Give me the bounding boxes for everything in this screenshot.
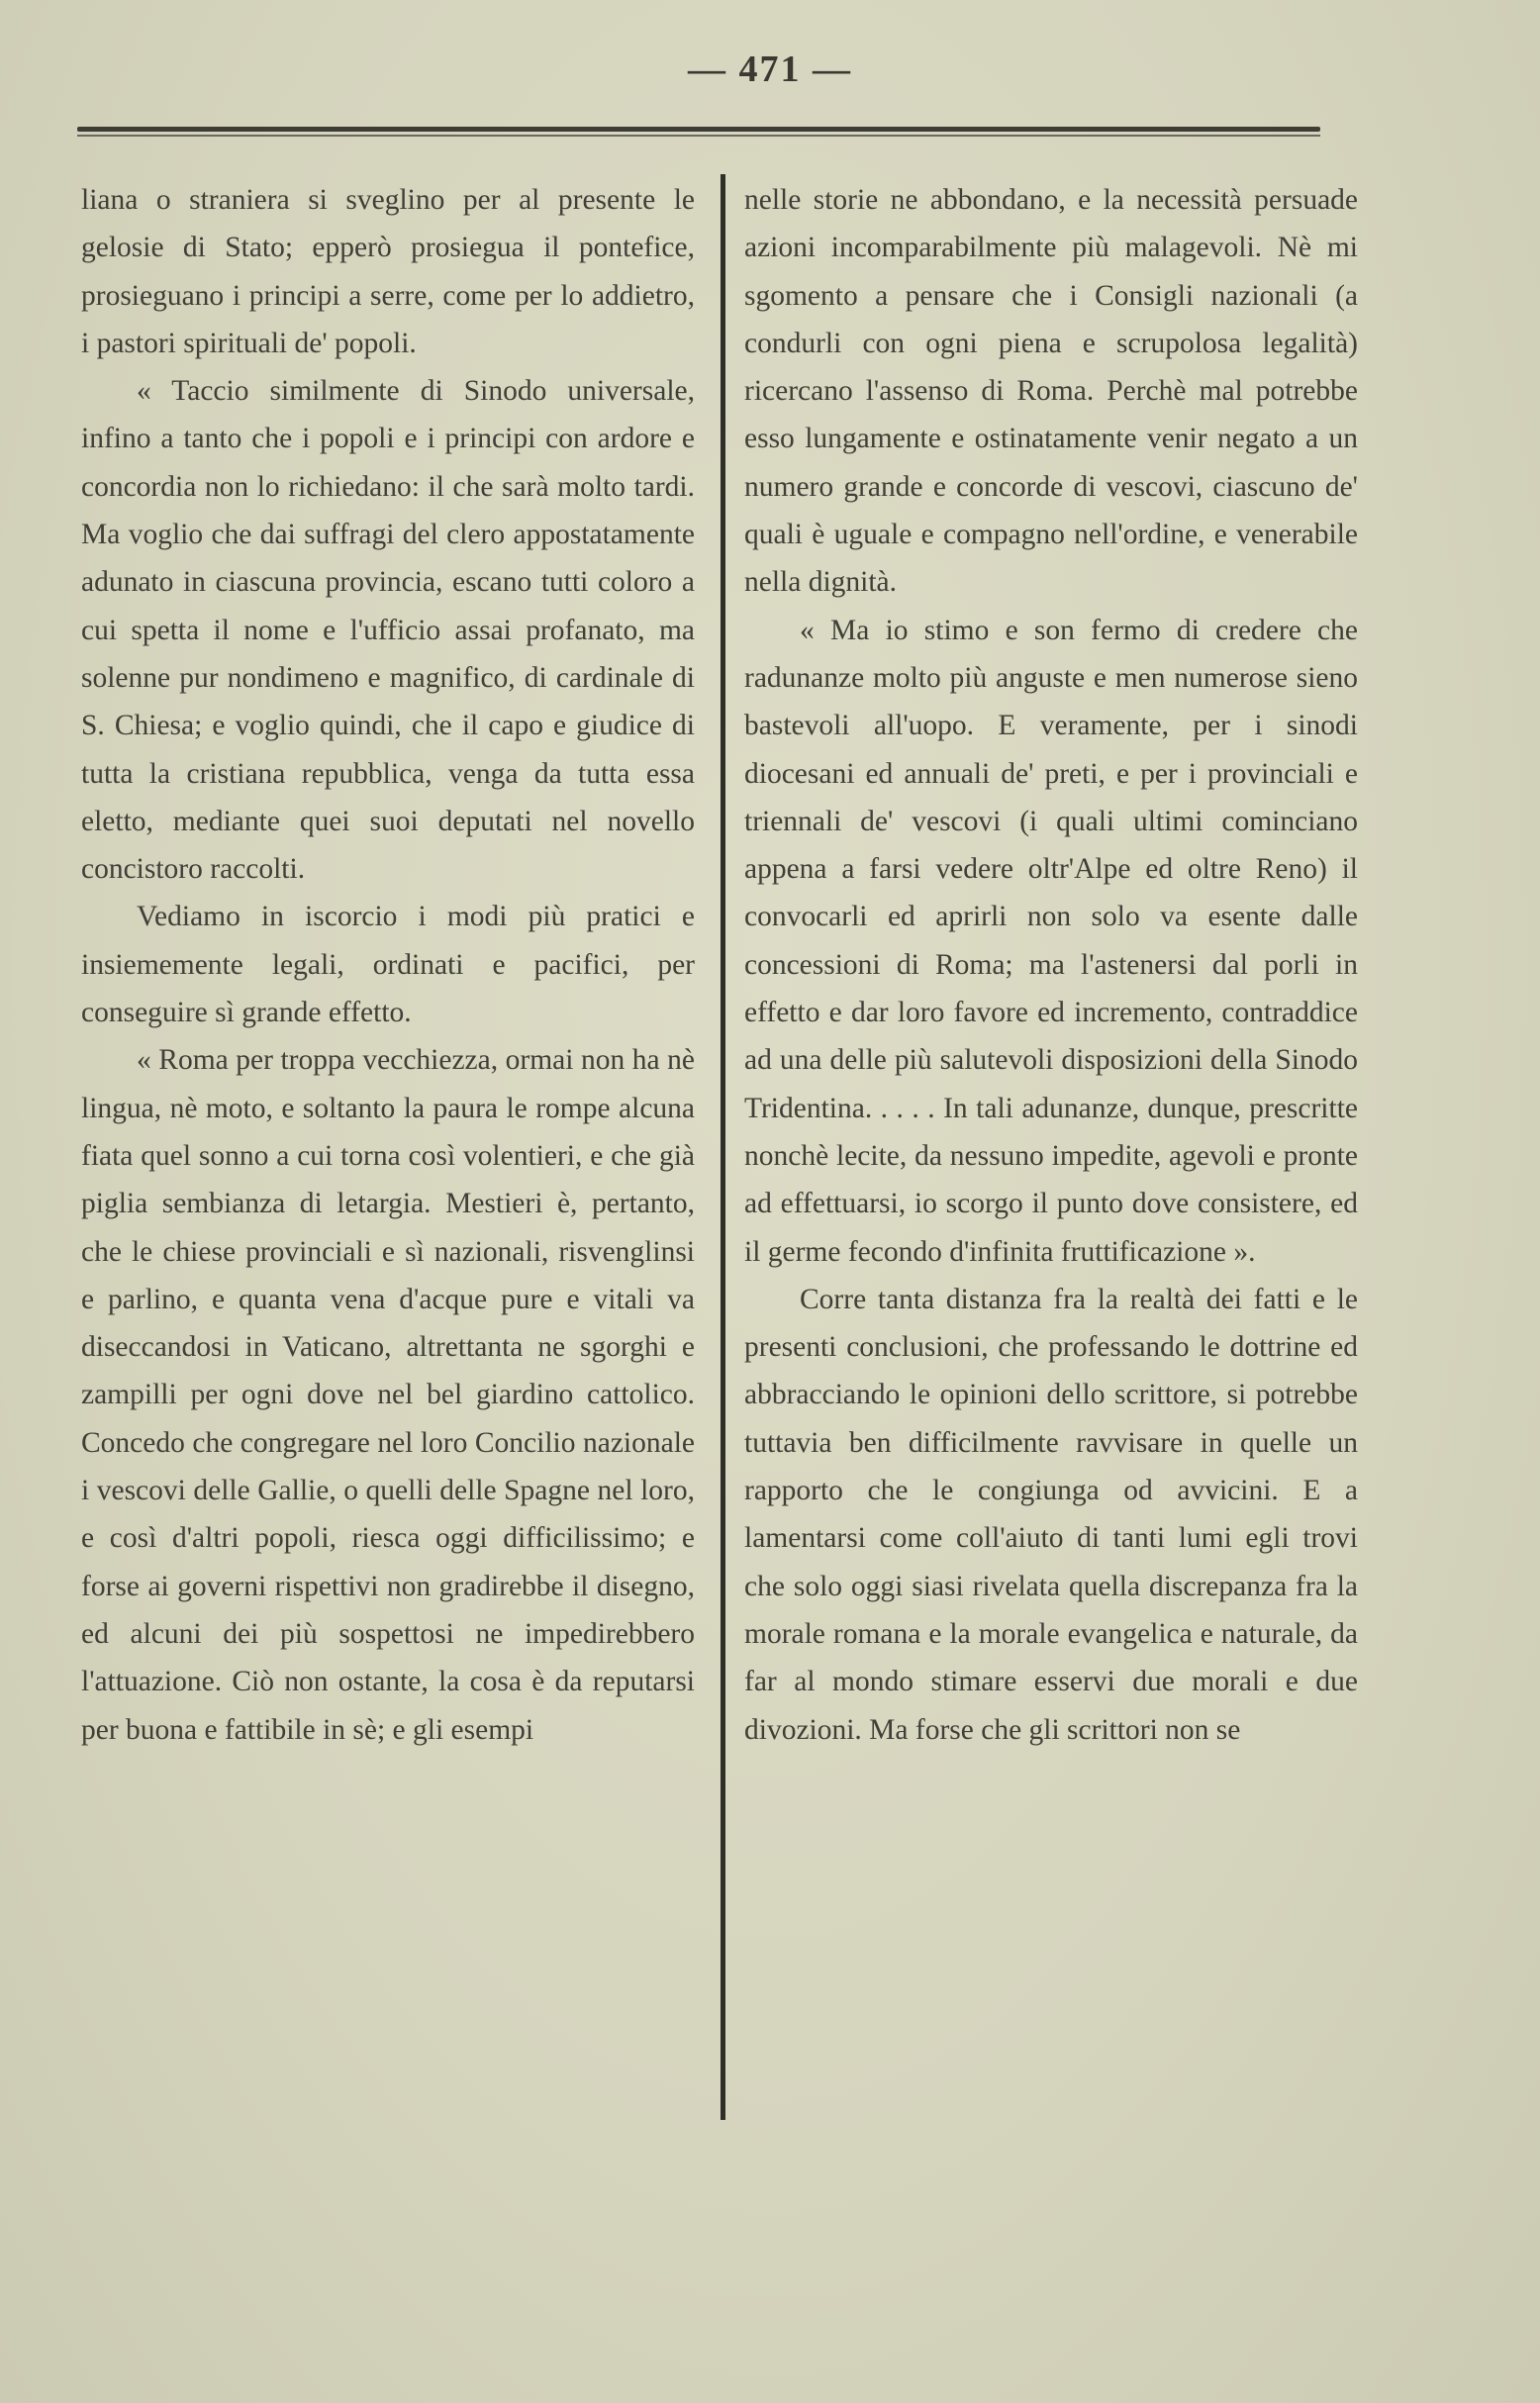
header-rule-thin: [77, 135, 1320, 137]
right-column: [744, 176, 1358, 1754]
header-rule: [77, 127, 1320, 132]
column-divider: [721, 174, 725, 2120]
paragraph: Vediamo in iscorcio i modi più pratici e insiememente legali, ordinati e pacifici, per conseguire sì grande effetto.: [81, 901, 695, 1029]
paragraph: liana o straniera si sveglino per al presente le gelosie di Stato; epperò prosiegua il pontefice, prosieguano i principi a serre, come per lo addietro, i pastori spirituali de' popoli.: [81, 184, 695, 359]
page-number: — 471 —: [688, 48, 852, 90]
paragraph: « Taccio similmente di Sinodo universale, infino a tanto che i popoli e i principi con ardore e concordia non lo richiedano: il che sarà molto tardi. Ma voglio che dai suffragi del clero appostatamente adunato in ciascuna provincia, escano tutti coloro a cui spetta il nome e l'ufficio assai profanato, ma solenne pur nondimeno e magnifico, di cardinale di S. Chiesa; e voglio quindi, che il capo e giudice di tutta la cristiana repubblica, venga da tutta essa eletto, mediante quei suoi deputati nel novello concistoro raccolti.: [81, 375, 695, 886]
paragraph: nelle storie ne abbondano, e la necessità persuade azioni incomparabilmente più malagevoli. Nè mi sgomento a pensare che i Consigli nazionali (a condurli con ogni piena e scrupolosa legalità) ricercano l'assenso di Roma. Perchè mal potrebbe esso lungamente e ostinatamente venir negato a un numero grande e concorde di vescovi, ciascuno de' quali è uguale e compagno nell'ordine, e venerabile nella dignità.: [744, 184, 1358, 599]
paragraph: « Roma per troppa vecchiezza, ormai non ha nè lingua, nè moto, e soltanto la paura le rompe alcuna fiata quel sonno a cui torna così volentieri, e che già piglia sembianza di letargia. Mestieri è, pertanto, che le chiese provinciali e sì nazionali, risvenglinsi e parlino, e quanta vena d'acque pure e vitali va diseccandosi in Vaticano, altrettanta ne sgorghi e zampilli per ogni dove nel bel giardino cattolico. Concedo che congregare nel loro Concilio nazionale i vescovi delle Gallie, o quelli delle Spagne nel loro, e così d'altri popoli, riesca oggi difficilissimo; e forse ai governi rispettivi non gradirebbe il disegno, ed alcuni dei più sospettosi ne impedirebbero l'attuazione. Ciò non ostante, la cosa è da reputarsi per buona e fattibile in sè; e gli esempi: [81, 1044, 695, 1746]
paragraph: Corre tanta distanza fra la realtà dei fatti e le presenti conclusioni, che professando le dottrine ed abbracciando le opinioni dello scrittore, si potrebbe tuttavia ben difficilmente ravvisare in quelle un rapporto che le congiunga od avvicini. E a lamentarsi come coll'aiuto di tanti lumi egli trovi che solo oggi siasi rivelata quella discrepanza fra la morale romana e la morale evangelica e naturale, da far al mondo stimare esservi due morali e due divozioni. Ma forse che gli scrittori non se: [744, 1283, 1358, 1746]
paragraph: « Ma io stimo e son fermo di credere che radunanze molto più anguste e men numerose sieno bastevoli all'uopo. E veramente, per i sinodi diocesani ed annuali de' preti, e per i provinciali e triennali de' vescovi (i quali ultimi cominciano appena a farsi vedere oltr'Alpe ed oltre Reno) il convocarli ed aprirli non solo va esente dalle concessioni di Roma; ma l'astenersi dal porli in effetto e dar loro favore ed incremento, contraddice ad una delle più salutevoli disposizioni della Sinodo Tridentina. . . . . In tali adunanze, dunque, prescritte nonchè lecite, da nessuno impedite, agevoli e pronte ad effettuarsi, io scorgo il punto dove consistere, ed il germe fecondo d'infinita fruttificazione ».: [744, 614, 1358, 1268]
left-column: [81, 176, 695, 1754]
